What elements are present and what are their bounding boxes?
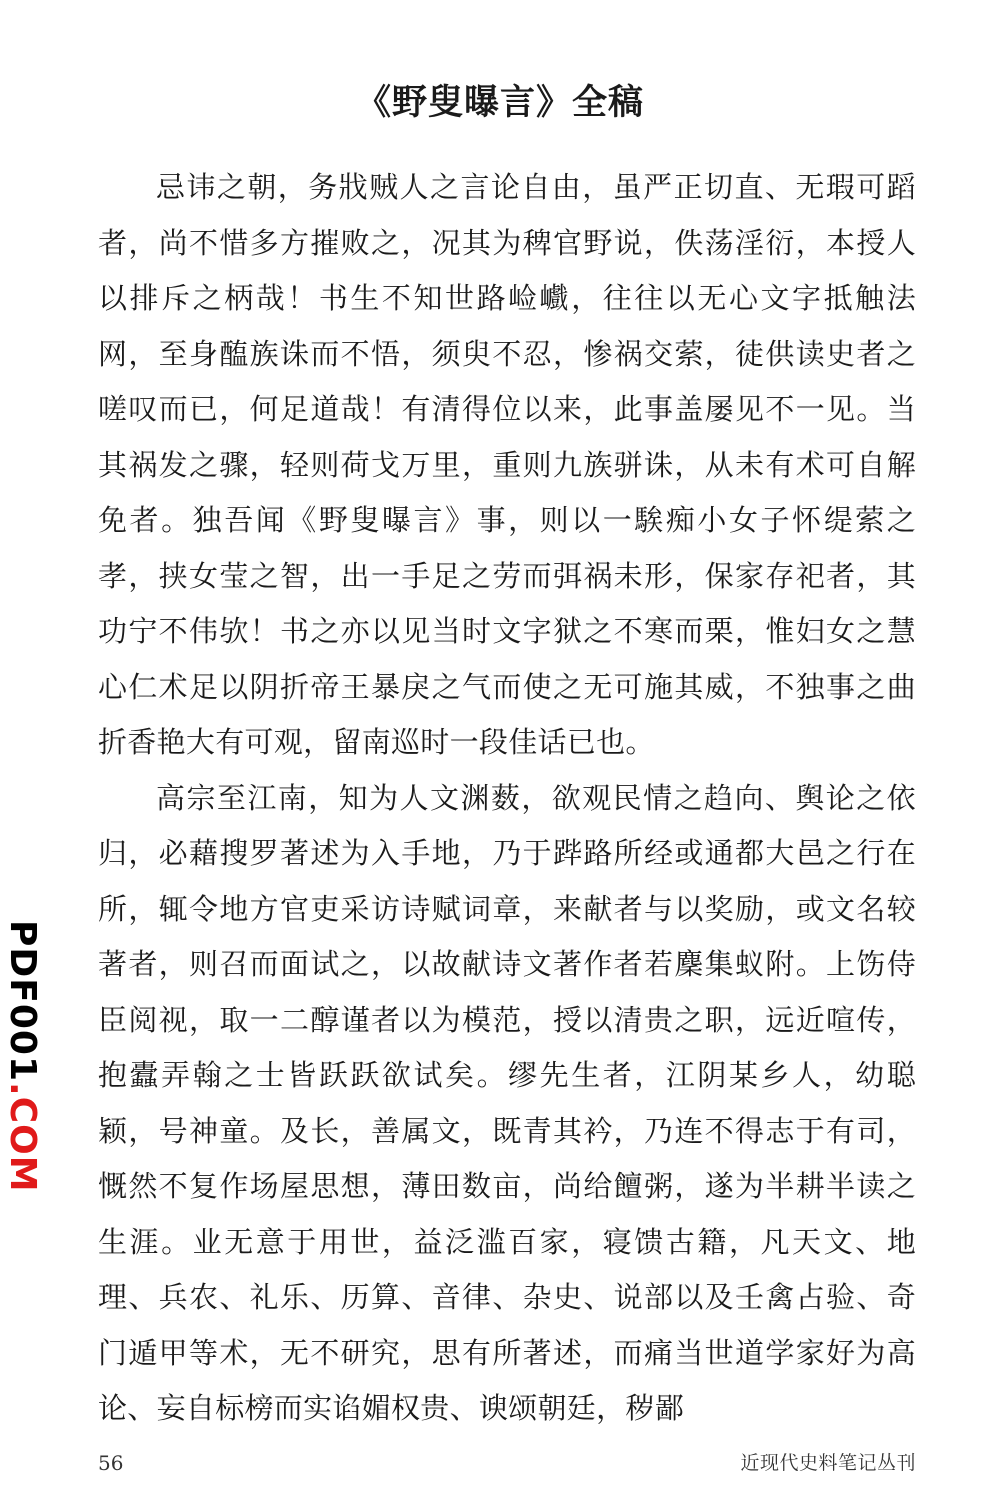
paragraph-2: 高宗至江南，知为人文渊薮，欲观民情之趋向、舆论之依归，必藉搜罗著述为入手地，乃于跸路所经或通都大邑之行在所，辄令地方官吏采访诗赋词章，来献者与以奖励，或文名较著者，则召而面试之，以故献诗文著作者若麇集蚁附。上饬侍臣阅视，取一二醇谨者以为模范，授以清贵之职，远近喧传，抱蠹弄翰之士皆跃跃欲试矣。缪先生者，江阴某乡人，幼聪颖，号神童。及长，善属文，既青其衿，乃连不得志于有司，慨然不复作场屋思想，薄田数亩，尚给饘粥，遂为半耕半读之生涯。业无意于用世，益泛滥百家，寝馈古籍，凡天文、地理、兵农、礼乐、历算、音律、杂史、说部以及壬禽占验、奇门遁甲等术，无不研究，思有所著述，而痛当世道学家好为高论、妄自标榜而实谄媚权贵、谀颂朝廷，秽鄙 — [98, 780, 916, 1425]
watermark-suffix: .COM — [2, 1082, 43, 1193]
series-name: 近现代史料笔记丛刊 — [740, 1452, 916, 1474]
page-number: 56 — [98, 1451, 124, 1475]
body-text — [98, 160, 916, 1437]
footer — [98, 1448, 916, 1478]
page-title: 《野叟曝言》全稿 — [355, 82, 644, 123]
watermark-prefix: PDF001 — [2, 920, 43, 1083]
paragraph-1: 忌讳之朝，务戕贼人之言论自由，虽严正切直、无瑕可蹈者，尚不惜多方摧败之，况其为稗官野说，佚荡淫衍，本授人以排斥之柄哉！书生不知世路崄巇，往往以无心文字抵触法网，至身醢族诛而不悟，须臾不忍，惨祸交萦，徒供读史者之嗟叹而已，何足道哉！有清得位以来，此事盖屡见不一见。当其祸发之骤，轻则荷戈万里，重则九族骈诛，从未有术可自解免者。独吾闻《野叟曝言》事，则以一騃痴小女子怀缇萦之孝，挟女莹之智，出一手足之劳而弭祸未形，保家存祀者，其功宁不伟欤！书之亦以见当时文字狱之不寒而栗，惟妇女之慧心仁术足以阴折帝王暴戾之气而使之无可施其威，不独事之曲折香艳大有可观，留南巡时一段佳话已也。 — [98, 170, 916, 759]
watermark — [2, 920, 43, 1193]
